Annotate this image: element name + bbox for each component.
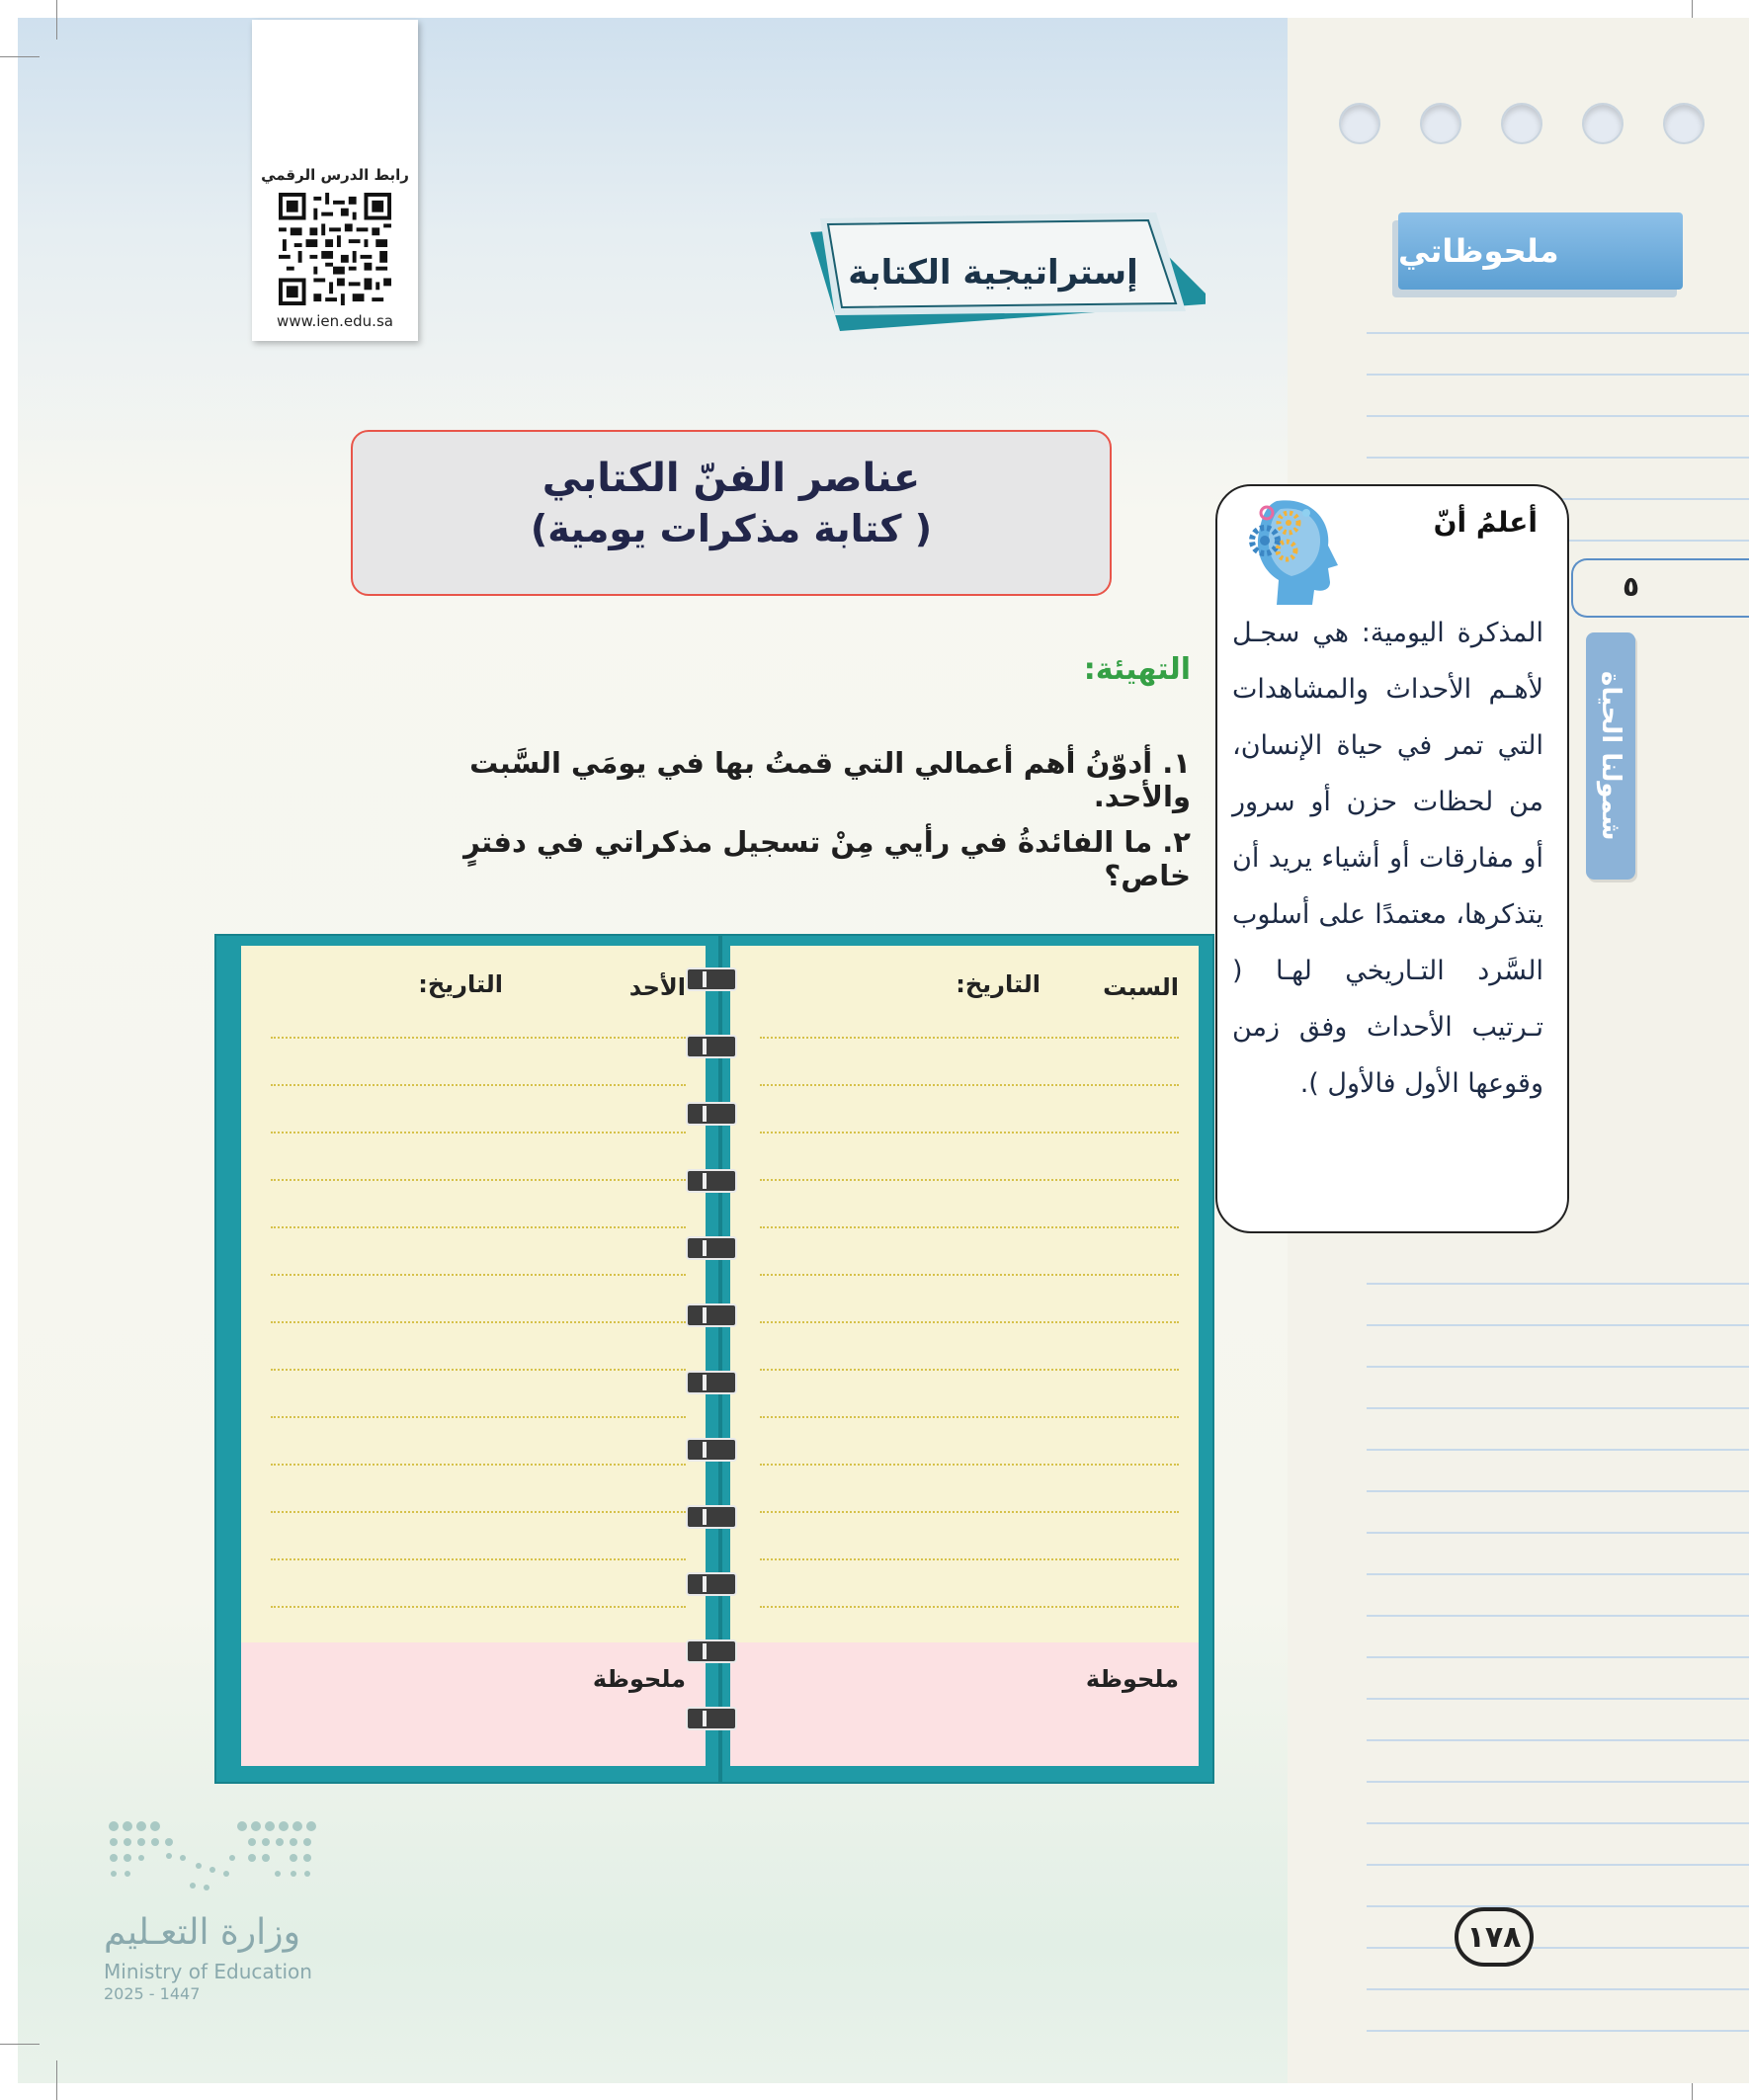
binder-holes xyxy=(1339,103,1734,142)
strategy-banner-title: إستراتيجية الكتابة xyxy=(848,253,1138,293)
writing-line[interactable] xyxy=(760,1321,1179,1323)
date-label: التاريخ: xyxy=(418,970,503,998)
crop-mark xyxy=(56,2060,57,2100)
qr-label: رابط الدرس الرقمي xyxy=(261,166,409,184)
lesson-side-label: شمولنا الحياة xyxy=(1586,632,1635,880)
info-box-body: المذكرة اليومية: هي سجـل لأهـم الأحداث والمشاهدات التي تمر في حياة الإنسان، من لحظات حزن أو سرور أو مفارقات أو أشياء يريد أن يتذكرها، معتمدًا على أسلوب السَّرد التـاريخي لهـا ( تـرتيب الأحداث وفق زمن وقوعها الأول فالأول ). xyxy=(1232,618,1543,1099)
spiral-ring xyxy=(686,1707,737,1730)
spiral-ring xyxy=(686,1572,737,1596)
spiral-ring xyxy=(686,1438,737,1462)
writing-line[interactable] xyxy=(760,1369,1179,1371)
brain-gears-icon xyxy=(1237,491,1346,610)
spiral-ring xyxy=(686,1505,737,1529)
crop-mark xyxy=(0,2044,40,2045)
writing-line[interactable] xyxy=(271,1179,686,1181)
diary-page-sunday xyxy=(241,946,706,1766)
spiral-ring xyxy=(686,1102,737,1126)
day-label: السبت xyxy=(1103,973,1179,1001)
spiral-ring xyxy=(686,1303,737,1327)
note-area xyxy=(730,1642,1199,1766)
lesson-title: عناصر الفنّ الكتابي xyxy=(541,456,921,501)
writing-line[interactable] xyxy=(760,1179,1179,1181)
writing-line[interactable] xyxy=(760,1084,1179,1086)
lesson-title-box xyxy=(351,430,1112,596)
writing-line[interactable] xyxy=(271,1084,686,1086)
ministry-name-ar: وزارة التعـليم xyxy=(104,1912,300,1953)
qr-code-icon[interactable] xyxy=(279,193,391,305)
writing-line[interactable] xyxy=(760,1558,1179,1560)
writing-line[interactable] xyxy=(760,1037,1179,1039)
spiral-ring xyxy=(686,1639,737,1663)
note-label: ملحوظة xyxy=(1085,1665,1179,1693)
writing-line[interactable] xyxy=(760,1132,1179,1134)
writing-line[interactable] xyxy=(271,1606,686,1608)
ministry-name-en: Ministry of Education xyxy=(104,1960,312,1983)
writing-line[interactable] xyxy=(271,1037,686,1039)
writing-line[interactable] xyxy=(760,1226,1179,1228)
date-label: التاريخ: xyxy=(956,970,1041,998)
writing-line[interactable] xyxy=(271,1132,686,1134)
writing-line[interactable] xyxy=(271,1274,686,1276)
notes-tab-label: ملحوظاتي xyxy=(1398,232,1559,270)
writing-line[interactable] xyxy=(271,1558,686,1560)
writing-line[interactable] xyxy=(760,1464,1179,1466)
ministry-logo xyxy=(104,1816,321,2039)
qr-url[interactable]: www.ien.edu.sa xyxy=(277,312,393,330)
spiral-ring xyxy=(686,1236,737,1260)
notes-tab xyxy=(1398,212,1683,290)
writing-line[interactable] xyxy=(760,1274,1179,1276)
diary-page-saturday xyxy=(730,946,1199,1766)
warmup-question: ٢. ما الفائدةُ في رأيي مِنْ تسجيل مذكراتي في دفترٍ خاص؟ xyxy=(463,825,1191,892)
strategy-banner xyxy=(791,212,1206,331)
lesson-number: ٥ xyxy=(1623,570,1640,603)
writing-line[interactable] xyxy=(760,1606,1179,1608)
info-box xyxy=(1215,484,1569,1233)
day-label: الأحد xyxy=(628,973,686,1001)
spiral-ring xyxy=(686,1169,737,1193)
warmup-heading: التهيئة: xyxy=(1083,652,1191,687)
writing-line[interactable] xyxy=(271,1464,686,1466)
page-number xyxy=(1455,1907,1534,1967)
writing-line[interactable] xyxy=(271,1369,686,1371)
ministry-dots-icon xyxy=(104,1816,321,1895)
lesson-number-tab xyxy=(1571,558,1749,618)
crop-mark xyxy=(56,0,57,40)
lesson-subtitle: ( كتابة مذكرات يومية) xyxy=(530,507,933,550)
ministry-year: 2025 - 1447 xyxy=(104,1984,201,2003)
writing-line[interactable] xyxy=(271,1226,686,1228)
writing-line[interactable] xyxy=(271,1416,686,1418)
crop-mark xyxy=(0,56,40,57)
writing-line[interactable] xyxy=(271,1321,686,1323)
spiral-ring xyxy=(686,1371,737,1394)
spiral-ring xyxy=(686,967,737,991)
writing-line[interactable] xyxy=(760,1511,1179,1513)
note-label: ملحوظة xyxy=(592,1665,686,1693)
page-number-text: ١٧٨ xyxy=(1466,1919,1522,1955)
info-box-heading: أعلمُ أنّ xyxy=(1433,506,1538,539)
qr-card[interactable] xyxy=(252,20,418,341)
writing-line[interactable] xyxy=(760,1416,1179,1418)
diary-notebook xyxy=(214,934,1214,1784)
note-area xyxy=(241,1642,706,1766)
warmup-question: ١. أدوّنُ أهم أعمالي التي قمتُ بها في يومَي السَّبت والأحد. xyxy=(469,746,1191,813)
spiral-ring xyxy=(686,1035,737,1058)
writing-line[interactable] xyxy=(271,1511,686,1513)
